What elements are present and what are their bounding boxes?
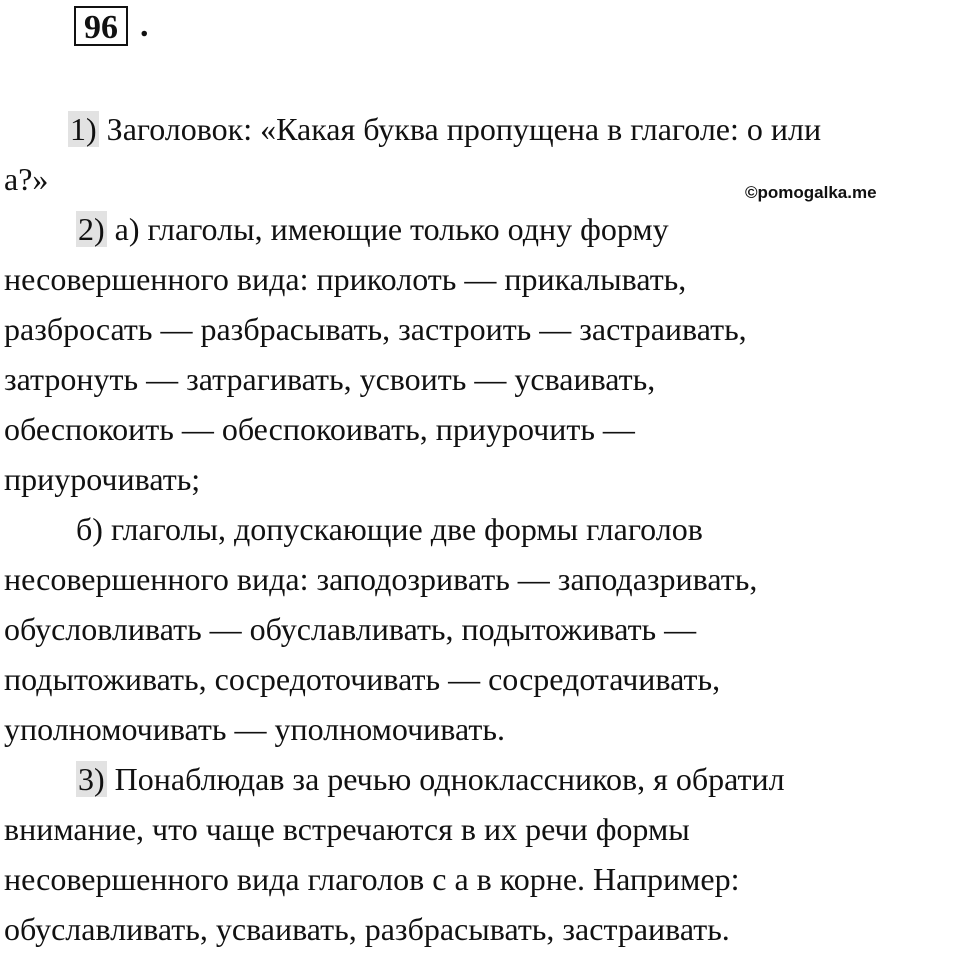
paragraph-3-line-4: обуславливать, усваивать, разбрасывать, застраивать. <box>4 911 730 947</box>
paragraph-2b-line-2: несовершенного вида: заподозривать — заподазривать, <box>4 561 758 597</box>
paragraph-2-line-5: обеспокоить — обеспокоивать, приурочить — <box>4 411 635 447</box>
paragraph-2-line-6: приурочивать; <box>4 461 201 497</box>
paragraph-3-line-3: несовершенного вида глаголов с а в корне. Например: <box>4 861 740 897</box>
task-number-box <box>74 6 128 46</box>
watermark: ©pomogalka.me <box>745 183 877 202</box>
paragraph-2b-line-3: обусловливать — обуславливать, подытоживать — <box>4 611 697 647</box>
paragraph-2b-line-5: уполномочивать — уполномочивать. <box>4 711 505 747</box>
paragraph-1-line-1 <box>4 104 956 154</box>
item-number-2: 2) <box>78 211 105 247</box>
item-number-3: 3) <box>78 761 105 797</box>
paragraph-1-text: Заголовок: «Какая буква пропущена в глаголе: о или <box>106 111 822 147</box>
task-number-dot: . <box>140 7 149 44</box>
paragraph-2b-line-1: б) глаголы, допускающие две формы глаголов <box>76 511 703 547</box>
paragraph-2-line-4: затронуть — затрагивать, усвоить — усваивать, <box>4 361 656 397</box>
paragraph-2b-line-4: подытоживать, сосредоточивать — сосредотачивать, <box>4 661 721 697</box>
paragraph-1-line-2: а?» <box>4 161 49 197</box>
item-number-1: 1) <box>70 111 97 147</box>
paragraph-2-text: а) глаголы, имеющие только одну форму <box>114 211 669 247</box>
paragraph-3-line-2: внимание, что чаще встречаются в их речи формы <box>4 811 690 847</box>
paragraph-2-line-1 <box>4 204 956 254</box>
paragraph-3-text: Понаблюдав за речью одноклассников, я обратил <box>114 761 785 797</box>
paragraph-2-line-2: несовершенного вида: приколоть — прикалывать, <box>4 261 687 297</box>
task-number: 96 <box>84 9 118 46</box>
paragraph-3-line-1 <box>4 754 956 804</box>
paragraph-2-line-3: разбросать — разбрасывать, застроить — застраивать, <box>4 311 747 347</box>
answer-text <box>4 104 956 954</box>
